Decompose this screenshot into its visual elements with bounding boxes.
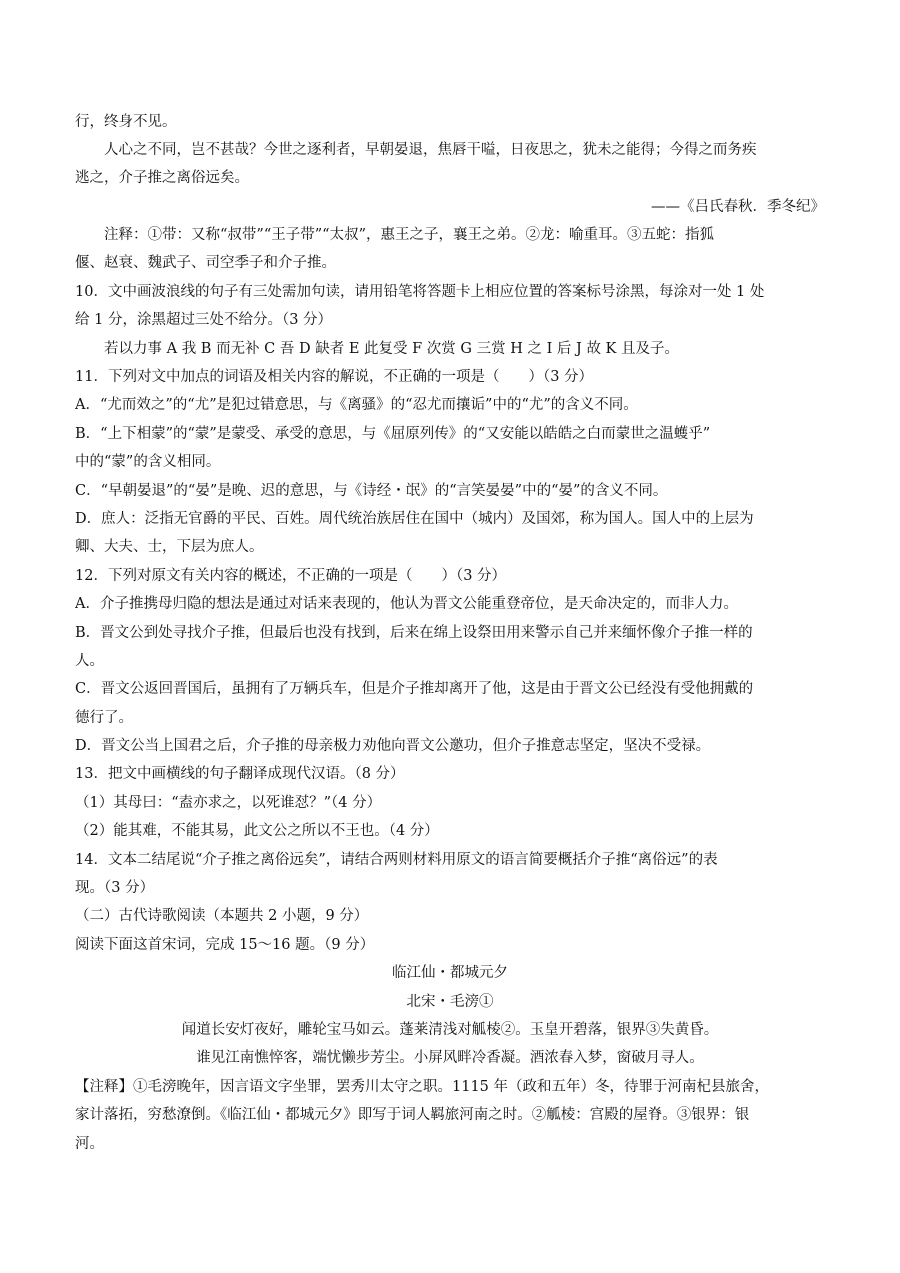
poem-author: 北宋・毛滂① [406,994,494,1010]
question-13-part-1: （1）其母曰：“盍亦求之，以死谁怼？”（4 分） [75,795,382,811]
option-b: B．晋文公到处寻找介子推，但最后也没有找到，后来在绵上设祭田用来警示自己并来缅怀像介子推一样的 [75,625,753,641]
question-12: 12．下列对原文有关内容的概述，不正确的一项是（ ）（3 分） [75,568,507,584]
option-c-cont: 德行了。 [75,710,133,726]
text-line: 人心之不同，岂不甚哉？今世之逐利者，早朝晏退，焦唇干嗌，日夜思之，犹未之能得；今得之而务疾 [104,142,757,158]
poem-note: 家计落拓，穷愁潦倒。《临江仙・都城元夕》即写于词人羁旅河南之时。②觚棱：宫殿的屋脊。③银界：银 [75,1107,750,1123]
section-heading: （二）古代诗歌阅读（本题共 2 小题，9 分） [75,908,369,924]
poem-note: 【注释】①毛滂晚年，因言语文字坐罪，罢秀川太守之职。1115 年（政和五年）冬，待罪于河南杞县旅舍， [75,1079,770,1095]
option-a: A．介子推携母归隐的想法是通过对话来表现的，他认为晋文公能重登帝位，是天命决定的，而非人力。 [75,596,738,612]
question-10: 10．文中画波浪线的句子有三处需加句读，请用铅笔将答题卡上相应位置的答案标号涂黑，每涂对一处 1 处 [75,284,765,300]
option-d: D．晋文公当上国君之后，介子推的母亲极力劝他向晋文公邀功，但介子推意志坚定，坚决不受禄。 [75,738,711,754]
source-citation: ——《吕氏春秋．季冬纪》 [651,199,825,215]
annotation-line: 注释：①带：又称“叔带”“王子带”“太叔”，惠王之子，襄王之弟。②龙：喻重耳。③五蛇：指狐 [104,227,714,243]
option-d: D．庶人：泛指无官爵的平民、百姓。周代统治族居住在国中（城内）及国郊，称为国人。国人中的上层为 [75,511,754,527]
instruction: 阅读下面这首宋词，完成 15～16 题。（9 分） [75,937,375,953]
option-d-cont: 卿、大夫、士，下层为庶人。 [75,539,264,555]
text-line: 行，终身不见。 [75,114,177,130]
question-14-cont: 现。（3 分） [75,880,155,896]
question-13: 13．把文中画横线的句子翻译成现代汉语。（8 分） [75,766,405,782]
option-c: C．“早朝晏退”的“晏”是晚、迟的意思，与《诗经・氓》的“言笑晏晏”中的“晏”的含义不同。 [75,483,668,499]
option-b-cont: 中的“蒙”的含义相同。 [75,454,221,470]
question-13-part-2: （2）能其难，不能其易，此文公之所以不王也。（4 分） [75,823,439,839]
poem-line: 谁见江南憔悴客，端忧懒步芳尘。小屏风畔冷香凝。酒浓春入梦，窗破月寻人。 [196,1050,704,1066]
text-line: 逃之，介子推之离俗远矣。 [75,170,249,186]
question-10-sentence: 若以力事 A 我 B 而无补 C 吾 D 缺者 E 此复受 F 次赏 G 三赏 H 之 I 后 J 故 K 且及子。 [104,341,679,357]
poem-title: 临江仙・都城元夕 [392,965,508,981]
option-a: A．“尤而效之”的“尤”是犯过错意思，与《离骚》的“忍尤而攘诟”中的“尤”的含义不同。 [75,397,638,413]
option-c: C．晋文公返回晋国后，虽拥有了万辆兵车，但是介子推却离开了他，这是由于晋文公已经没有受他拥戴的 [75,681,754,697]
option-b: B．“上下相蒙”的“蒙”是蒙受、承受的意思，与《屈原列传》的“又安能以皓皓之白而蒙世之温蠖乎” [75,426,711,442]
option-b-cont: 人。 [75,653,104,669]
question-11: 11．下列对文中加点的词语及相关内容的解说，不正确的一项是（ ）（3 分） [75,369,594,385]
question-10-cont: 给 1 分，涂黑超过三处不给分。（3 分） [75,312,333,328]
annotation-line: 偃、赵衰、魏武子、司空季子和介子推。 [75,255,336,271]
question-14: 14．文本二结尾说“介子推之离俗远矣”，请结合两则材料用原文的语言简要概括介子推“离俗远”的表 [75,852,718,868]
poem-line: 闻道长安灯夜好，雕轮宝马如云。蓬莱清浅对觚棱②。玉皇开碧落，银界③失黄昏。 [181,1022,719,1038]
poem-note: 河。 [75,1136,104,1152]
